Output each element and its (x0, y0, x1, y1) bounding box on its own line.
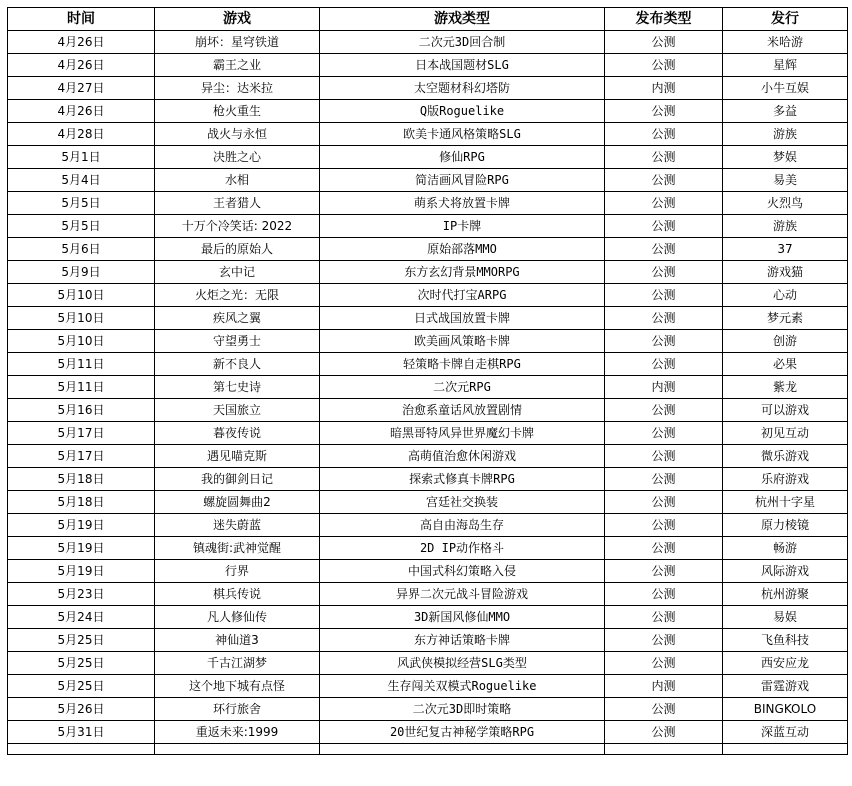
cell-release-type[interactable]: 公测 (605, 31, 723, 54)
cell-game[interactable]: 玄中记 (155, 261, 320, 284)
table-row (8, 100, 848, 123)
cell-date[interactable]: 5月5日 (8, 215, 155, 238)
cell-genre[interactable]: 高萌值治愈休闲游戏 (320, 445, 605, 468)
cell-genre[interactable]: 东方玄幻背景MMORPG (320, 261, 605, 284)
cell-publisher[interactable]: 梦元素 (723, 307, 848, 330)
cell-date[interactable]: 4月28日 (8, 123, 155, 146)
header-row (8, 8, 848, 31)
cell-release-type[interactable]: 公测 (605, 261, 723, 284)
table-row (8, 77, 848, 100)
header-cell-game[interactable]: 游戏 (155, 8, 320, 31)
cell-genre[interactable]: 3D新国风修仙MMO (320, 606, 605, 629)
table-row (8, 376, 848, 399)
cell-game[interactable]: 这个地下城有点怪 (155, 675, 320, 698)
cell-game[interactable]: 守望勇士 (155, 330, 320, 353)
cell-date[interactable]: 5月19日 (8, 514, 155, 537)
cell-genre[interactable]: 轻策略卡牌自走棋RPG (320, 353, 605, 376)
cell-genre[interactable]: 萌系犬将放置卡牌 (320, 192, 605, 215)
cell-date[interactable]: 5月19日 (8, 537, 155, 560)
cell-publisher[interactable]: 深蓝互动 (723, 721, 848, 744)
cell-genre[interactable]: 2D IP动作格斗 (320, 537, 605, 560)
cell-genre[interactable]: IP卡牌 (320, 215, 605, 238)
cell-date[interactable]: 5月5日 (8, 192, 155, 215)
cell-genre[interactable]: 原始部落MMO (320, 238, 605, 261)
cell-date[interactable]: 4月26日 (8, 100, 155, 123)
cell-genre[interactable]: 暗黑哥特风异世界魔幻卡牌 (320, 422, 605, 445)
cell-genre[interactable]: 日本战国题材SLG (320, 54, 605, 77)
table-row (8, 169, 848, 192)
cell-publisher[interactable]: 梦娱 (723, 146, 848, 169)
table-row (8, 721, 848, 744)
cell-date[interactable]: 5月17日 (8, 422, 155, 445)
cell-date[interactable]: 5月26日 (8, 698, 155, 721)
cell-publisher[interactable]: 可以游戏 (723, 399, 848, 422)
cell-publisher[interactable]: 乐府游戏 (723, 468, 848, 491)
cell-publisher[interactable]: 西安应龙 (723, 652, 848, 675)
table-body (8, 31, 848, 755)
cell-genre[interactable]: 简洁画风冒险RPG (320, 169, 605, 192)
cell-game[interactable]: 决胜之心 (155, 146, 320, 169)
cell-game[interactable]: 行界 (155, 560, 320, 583)
cell-game[interactable]: 凡人修仙传 (155, 606, 320, 629)
cell-publisher[interactable]: 杭州游聚 (723, 583, 848, 606)
cell-genre[interactable]: 二次元RPG (320, 376, 605, 399)
cell-publisher[interactable]: 原力棱镜 (723, 514, 848, 537)
cell-release-type[interactable]: 公测 (605, 54, 723, 77)
cell-release-type[interactable]: 公测 (605, 422, 723, 445)
cell-release-type[interactable]: 内测 (605, 77, 723, 100)
cell-release-type[interactable]: 公测 (605, 399, 723, 422)
cell-genre[interactable]: 风武侠模拟经营SLG类型 (320, 652, 605, 675)
cell-publisher[interactable]: 紫龙 (723, 376, 848, 399)
cell-date[interactable]: 5月25日 (8, 652, 155, 675)
table-row (8, 123, 848, 146)
table-row (8, 675, 848, 698)
cell-publisher[interactable]: 游戏猫 (723, 261, 848, 284)
cell-publisher[interactable]: 必果 (723, 353, 848, 376)
cell-genre[interactable]: 20世纪复古神秘学策略RPG (320, 721, 605, 744)
cell-publisher[interactable]: 畅游 (723, 537, 848, 560)
cell-date[interactable]: 5月4日 (8, 169, 155, 192)
cell-date[interactable]: 5月19日 (8, 560, 155, 583)
cell-publisher[interactable]: 初见互动 (723, 422, 848, 445)
cell-genre[interactable]: Q版Roguelike (320, 100, 605, 123)
table-row (8, 560, 848, 583)
cell-date[interactable]: 5月10日 (8, 330, 155, 353)
cell-release-type[interactable]: 公测 (605, 100, 723, 123)
cell-release-type[interactable]: 公测 (605, 606, 723, 629)
cell-release-type[interactable]: 公测 (605, 330, 723, 353)
table-row (8, 307, 848, 330)
cell-game[interactable]: 王者猎人 (155, 192, 320, 215)
cell-release-type[interactable]: 公测 (605, 468, 723, 491)
table-row (8, 399, 848, 422)
cell-date[interactable]: 4月26日 (8, 54, 155, 77)
header-cell-release-type[interactable]: 发布类型 (605, 8, 723, 31)
cell-release-type[interactable]: 公测 (605, 721, 723, 744)
cell-game[interactable]: 最后的原始人 (155, 238, 320, 261)
table-row (8, 31, 848, 54)
cell-game[interactable]: 环行旅舍 (155, 698, 320, 721)
cell-genre[interactable]: 东方神话策略卡牌 (320, 629, 605, 652)
cell-game[interactable]: 千古江湖梦 (155, 652, 320, 675)
cell-release-type[interactable]: 公测 (605, 583, 723, 606)
cell-release-type[interactable]: 公测 (605, 284, 723, 307)
cell-game[interactable]: 神仙道3 (155, 629, 320, 652)
table-row (8, 330, 848, 353)
cell-date[interactable]: 5月17日 (8, 445, 155, 468)
cell-publisher[interactable]: 游族 (723, 123, 848, 146)
empty-cell[interactable] (320, 744, 605, 755)
cell-genre[interactable]: 生存闯关双模式Roguelike (320, 675, 605, 698)
cell-publisher[interactable]: 易娱 (723, 606, 848, 629)
cell-genre[interactable]: 探索式修真卡牌RPG (320, 468, 605, 491)
table-row (8, 629, 848, 652)
cell-game[interactable]: 战火与永恒 (155, 123, 320, 146)
cell-game[interactable]: 螺旋圆舞曲2 (155, 491, 320, 514)
cell-release-type[interactable]: 公测 (605, 307, 723, 330)
cell-publisher[interactable]: 小牛互娱 (723, 77, 848, 100)
release-schedule-sheet (7, 7, 847, 755)
cell-game[interactable]: 新不良人 (155, 353, 320, 376)
cell-game[interactable]: 异尘：达米拉 (155, 77, 320, 100)
cell-release-type[interactable]: 公测 (605, 123, 723, 146)
cell-date[interactable]: 5月11日 (8, 353, 155, 376)
cell-genre[interactable]: 宫廷社交换装 (320, 491, 605, 514)
empty-cell[interactable] (723, 744, 848, 755)
cell-release-type[interactable]: 公测 (605, 445, 723, 468)
cell-game[interactable]: 重返未来:1999 (155, 721, 320, 744)
cell-release-type[interactable]: 公测 (605, 652, 723, 675)
table-row (8, 652, 848, 675)
cell-game[interactable]: 第七史诗 (155, 376, 320, 399)
header-cell-genre[interactable]: 游戏类型 (320, 8, 605, 31)
cell-release-type[interactable]: 公测 (605, 629, 723, 652)
cell-genre[interactable]: 日式战国放置卡牌 (320, 307, 605, 330)
cell-genre[interactable]: 异界二次元战斗冒险游戏 (320, 583, 605, 606)
cell-date[interactable]: 5月18日 (8, 468, 155, 491)
header-cell-publisher[interactable]: 发行 (723, 8, 848, 31)
cell-publisher[interactable]: 雷霆游戏 (723, 675, 848, 698)
cell-date[interactable]: 5月1日 (8, 146, 155, 169)
table-row (8, 468, 848, 491)
cell-publisher[interactable]: 飞鱼科技 (723, 629, 848, 652)
cell-publisher[interactable]: 游族 (723, 215, 848, 238)
empty-cell[interactable] (155, 744, 320, 755)
cell-genre[interactable]: 太空题材科幻塔防 (320, 77, 605, 100)
cell-game[interactable]: 崩坏：星穹铁道 (155, 31, 320, 54)
table-row (8, 238, 848, 261)
cell-release-type[interactable]: 公测 (605, 491, 723, 514)
table-row (8, 353, 848, 376)
cell-release-type[interactable]: 公测 (605, 537, 723, 560)
cell-date[interactable]: 5月9日 (8, 261, 155, 284)
cell-genre[interactable]: 中国式科幻策略入侵 (320, 560, 605, 583)
cell-publisher[interactable]: 星辉 (723, 54, 848, 77)
cell-date[interactable]: 5月10日 (8, 307, 155, 330)
table-row (8, 422, 848, 445)
empty-cell[interactable] (8, 744, 155, 755)
table-row (8, 698, 848, 721)
cell-release-type[interactable]: 公测 (605, 169, 723, 192)
cell-release-type[interactable]: 公测 (605, 192, 723, 215)
cell-date[interactable]: 5月10日 (8, 284, 155, 307)
cell-release-type[interactable]: 内测 (605, 675, 723, 698)
cell-genre[interactable]: 欧美卡通风格策略SLG (320, 123, 605, 146)
cell-date[interactable]: 4月27日 (8, 77, 155, 100)
cell-release-type[interactable]: 公测 (605, 514, 723, 537)
cell-date[interactable]: 5月6日 (8, 238, 155, 261)
cell-publisher[interactable]: 杭州十字星 (723, 491, 848, 514)
table-row (8, 215, 848, 238)
cell-publisher[interactable]: 易美 (723, 169, 848, 192)
cell-date[interactable]: 5月24日 (8, 606, 155, 629)
cell-date[interactable]: 5月25日 (8, 675, 155, 698)
cell-publisher[interactable]: 火烈鸟 (723, 192, 848, 215)
cell-release-type[interactable]: 公测 (605, 238, 723, 261)
empty-cell[interactable] (605, 744, 723, 755)
table-row (8, 514, 848, 537)
table-row (8, 606, 848, 629)
cell-date[interactable]: 5月18日 (8, 491, 155, 514)
cell-publisher[interactable]: 心动 (723, 284, 848, 307)
cell-genre[interactable]: 欧美画风策略卡牌 (320, 330, 605, 353)
cell-date[interactable]: 5月23日 (8, 583, 155, 606)
cell-game[interactable]: 水相 (155, 169, 320, 192)
empty-row (8, 744, 848, 755)
cell-publisher[interactable]: 微乐游戏 (723, 445, 848, 468)
cell-publisher[interactable]: 米哈游 (723, 31, 848, 54)
cell-release-type[interactable]: 公测 (605, 215, 723, 238)
cell-genre[interactable]: 二次元3D回合制 (320, 31, 605, 54)
table-row (8, 583, 848, 606)
cell-game[interactable]: 火炬之光：无限 (155, 284, 320, 307)
cell-genre[interactable]: 二次元3D即时策略 (320, 698, 605, 721)
cell-publisher[interactable]: 创游 (723, 330, 848, 353)
cell-game[interactable]: 镇魂街:武神觉醒 (155, 537, 320, 560)
table-row (8, 491, 848, 514)
cell-release-type[interactable]: 公测 (605, 146, 723, 169)
cell-date[interactable]: 5月16日 (8, 399, 155, 422)
cell-publisher[interactable]: BINGKOLO (723, 698, 848, 721)
cell-date[interactable]: 5月31日 (8, 721, 155, 744)
table-row (8, 54, 848, 77)
cell-game[interactable]: 棋兵传说 (155, 583, 320, 606)
header-cell-date[interactable]: 时间 (8, 8, 155, 31)
cell-release-type[interactable]: 公测 (605, 560, 723, 583)
cell-release-type[interactable]: 公测 (605, 698, 723, 721)
cell-release-type[interactable]: 公测 (605, 353, 723, 376)
cell-genre[interactable]: 治愈系童话风放置剧情 (320, 399, 605, 422)
cell-publisher[interactable]: 风际游戏 (723, 560, 848, 583)
cell-game[interactable]: 疾风之翼 (155, 307, 320, 330)
cell-date[interactable]: 5月25日 (8, 629, 155, 652)
cell-release-type[interactable]: 内测 (605, 376, 723, 399)
table-row (8, 192, 848, 215)
cell-game[interactable]: 我的御剑日记 (155, 468, 320, 491)
cell-game[interactable]: 十万个冷笑话: 2022 (155, 215, 320, 238)
cell-game[interactable]: 天国旅立 (155, 399, 320, 422)
table-row (8, 445, 848, 468)
table-row (8, 261, 848, 284)
release-table (7, 7, 848, 755)
cell-game[interactable]: 暮夜传说 (155, 422, 320, 445)
cell-game[interactable]: 遇见喵克斯 (155, 445, 320, 468)
table-row (8, 146, 848, 169)
table-row (8, 284, 848, 307)
cell-genre[interactable]: 次时代打宝ARPG (320, 284, 605, 307)
table-header (8, 8, 848, 31)
cell-publisher[interactable]: 多益 (723, 100, 848, 123)
cell-game[interactable]: 枪火重生 (155, 100, 320, 123)
cell-date[interactable]: 4月26日 (8, 31, 155, 54)
cell-genre[interactable]: 修仙RPG (320, 146, 605, 169)
cell-publisher[interactable]: 37 (723, 238, 848, 261)
cell-game[interactable]: 迷失蔚蓝 (155, 514, 320, 537)
cell-genre[interactable]: 高自由海岛生存 (320, 514, 605, 537)
table-row (8, 537, 848, 560)
cell-date[interactable]: 5月11日 (8, 376, 155, 399)
cell-game[interactable]: 霸王之业 (155, 54, 320, 77)
